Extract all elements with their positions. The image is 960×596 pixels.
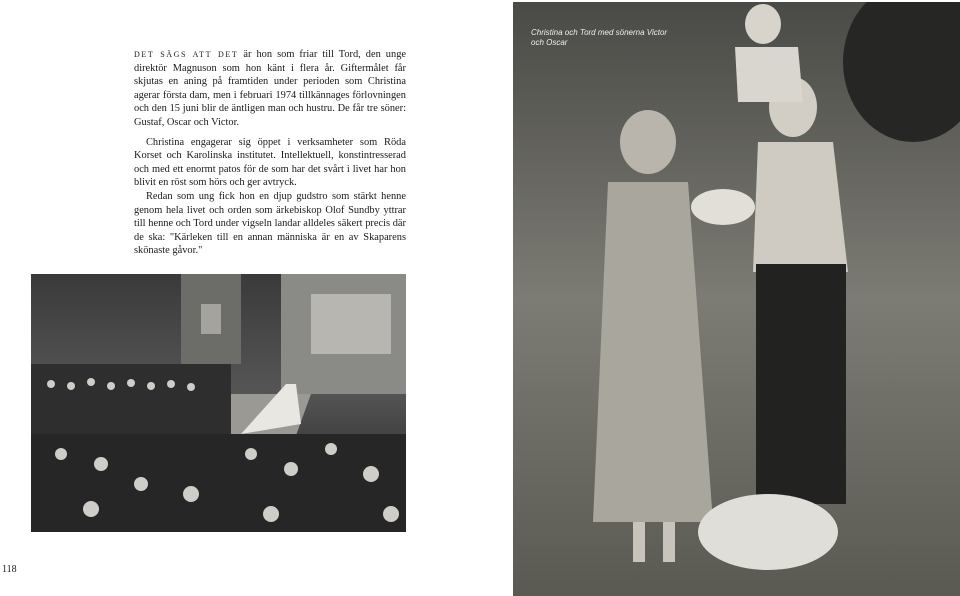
family-photo-image <box>513 2 960 596</box>
paragraph-2: Christina engagerar sig öppet i verksamheter som Röda Korset och Karolinska institutet. Intellektuell, konstintresserad och med ett enormt patos för de som har det svårt i livet har hon blivit en röst som hörs och ger avtryck. <box>134 136 406 189</box>
page-number: 118 <box>2 564 17 575</box>
article-text <box>134 48 406 258</box>
paragraph-3: Redan som ung fick hon en djup gudstro som stärkt henne genom hela livet och orden som ärkebiskop Olof Sundby yttrar till henne och Tord under vigseln landar alldeles säkert precis där de ska: "Kärleken till en annan människa är en av Skaparens skönaste gåvor." <box>134 190 406 257</box>
wedding-photo-image <box>31 274 406 532</box>
lead-in-smallcaps: DET SÄGS ATT DET <box>134 50 239 59</box>
paragraph-1 <box>134 48 406 130</box>
family-photo <box>513 2 960 596</box>
family-photo-caption: Christina och Tord med sönerna Victor och Oscar <box>531 28 668 47</box>
paragraph-1-text: är hon som friar till Tord, den unge direktör Magnuson som hon känt i flera år. Giftermålet får skjutas en aning på framtiden under perioden som Christina agerar första dam, men i februari 1974 tillkännages förlovningen och den 15 juni blir de äntligen man och hustru. De får tre söner: Gustaf, Oscar och Victor. <box>134 49 407 128</box>
wedding-photo <box>31 274 406 532</box>
